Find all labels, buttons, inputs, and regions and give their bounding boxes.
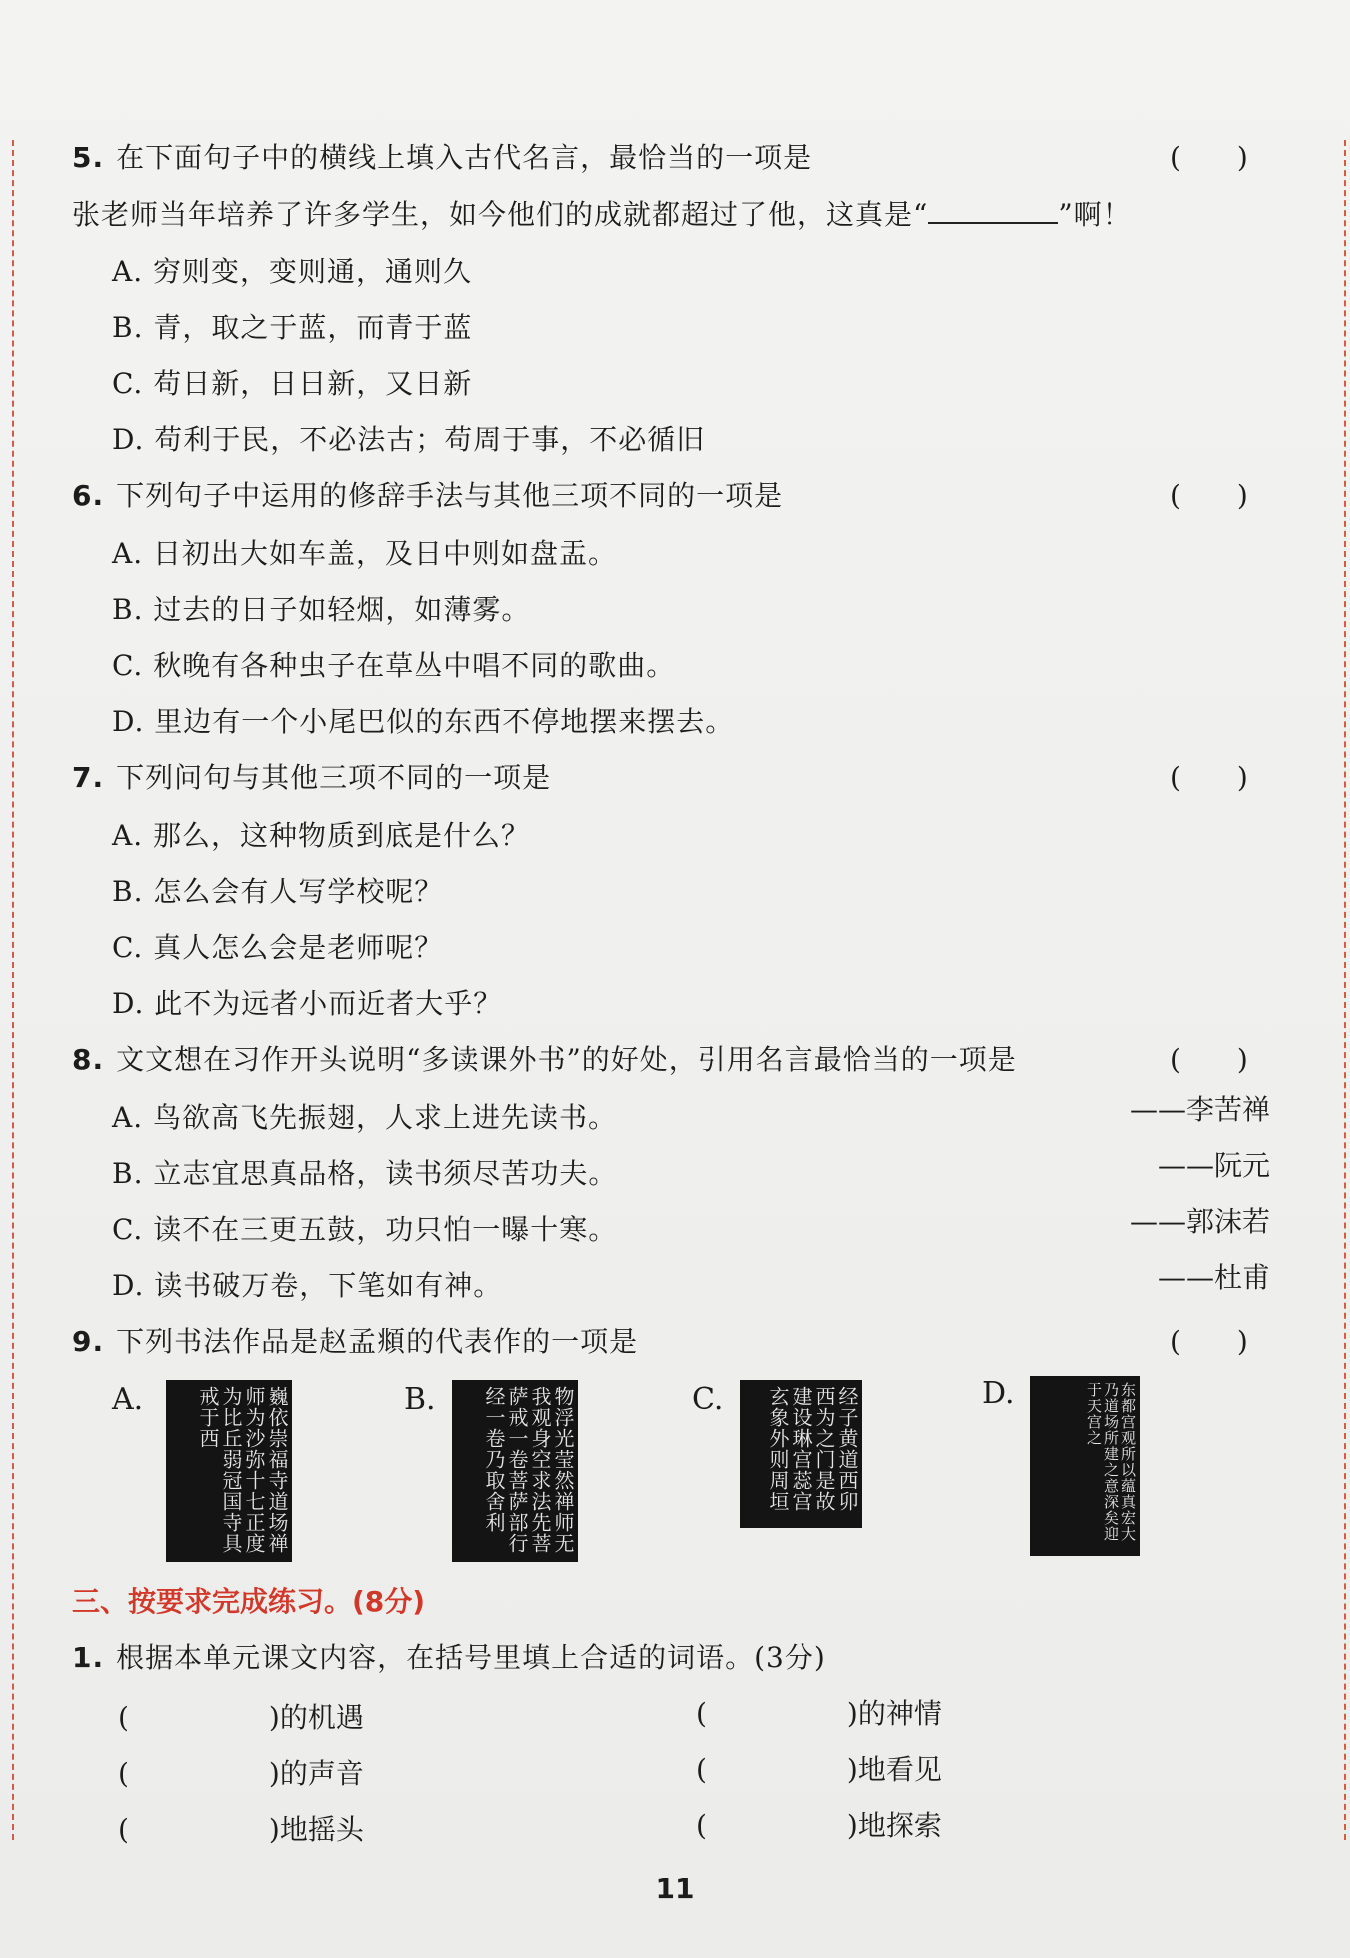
question-8-option-c: C. 读不在三更五鼓，功只怕一曝十寒。 (112, 1213, 618, 1246)
question-5-option-d: D. 苟利于民，不必法古；苟周于事，不必循旧 (112, 423, 706, 456)
answer-paren-8[interactable]: ( ) (1170, 1043, 1248, 1076)
question-5-sentence: 张老师当年培养了许多学生，如今他们的成就都超过了他，这真是“ ”啊！ (72, 198, 1132, 231)
question-5-option-c: C. 苟日新，日日新，又日新 (112, 367, 473, 400)
attribution-b: ——阮元 (1157, 1149, 1270, 1182)
question-number: 8. (72, 1043, 105, 1076)
fill-item-right-1[interactable]: ( )的神情 (696, 1697, 942, 1730)
question-8-option-b: B. 立志宜思真品格，读书须尽苦功夫。 (112, 1157, 618, 1190)
question-number: 5. (72, 141, 105, 174)
calligraphy-label-d: D. (982, 1376, 1015, 1411)
attribution-a: ——李苦禅 (1129, 1093, 1270, 1126)
question-8-stem: 8. 文文想在习作开头说明“多读课外书”的好处，引用名言最恰当的一项是 (72, 1043, 1017, 1076)
question-7-option-c: C. 真人怎么会是老师呢？ (112, 931, 444, 964)
question-5-option-a: A. 穷则变，变则通，通则久 (112, 255, 473, 288)
question-6-option-b: B. 过去的日子如轻烟，如薄雾。 (112, 593, 531, 626)
question-number: 9. (72, 1325, 105, 1358)
left-margin-line (12, 140, 14, 1840)
answer-paren-5[interactable]: ( ) (1170, 141, 1248, 174)
answer-paren-7[interactable]: ( ) (1170, 761, 1248, 794)
calligraphy-label-c: C. (692, 1382, 724, 1417)
answer-paren-6[interactable]: ( ) (1170, 479, 1248, 512)
question-5-option-b: B. 青，取之于蓝，而青于蓝 (112, 311, 473, 344)
question-number: 1. (72, 1641, 105, 1674)
right-margin-line (1344, 140, 1346, 1840)
section-3-question-1: 1. 根据本单元课文内容，在括号里填上合适的词语。(3分) (72, 1641, 826, 1674)
attribution-c: ——郭沫若 (1129, 1205, 1270, 1238)
fill-item-right-3[interactable]: ( )地探索 (696, 1809, 942, 1842)
fill-item-left-3[interactable]: ( )地摇头 (118, 1813, 364, 1846)
calligraphy-label-b: B. (404, 1382, 436, 1417)
calligraphy-label-a: A. (112, 1382, 144, 1417)
question-8-option-d: D. 读书破万卷，下笔如有神。 (112, 1269, 503, 1302)
fill-item-right-2[interactable]: ( )地看见 (696, 1753, 942, 1786)
question-6-option-d: D. 里边有一个小尾巴似的东西不停地摆来摆去。 (112, 705, 735, 738)
question-9-stem: 9. 下列书法作品是赵孟頫的代表作的一项是 (72, 1325, 639, 1358)
calligraphy-image-c[interactable]: 经子黄道西卯西为之门是故建设琳宫蕊宫玄象外则周垣 (740, 1380, 862, 1528)
fill-blank[interactable] (928, 196, 1058, 224)
calligraphy-image-a[interactable]: 巍依崇福寺道场禅师为沙弥十七正度为比丘弱冠国寺具戒于西 (166, 1380, 292, 1562)
section-3-title: 三、按要求完成练习。(8分) (72, 1585, 426, 1618)
question-7-option-a: A. 那么，这种物质到底是什么？ (112, 819, 531, 852)
answer-paren-9[interactable]: ( ) (1170, 1325, 1248, 1358)
question-5-stem: 5. 在下面句子中的横线上填入古代名言，最恰当的一项是 (72, 141, 813, 174)
fill-item-left-2[interactable]: ( )的声音 (118, 1757, 364, 1790)
question-number: 7. (72, 761, 105, 794)
question-7-option-b: B. 怎么会有人写学校呢？ (112, 875, 444, 908)
question-6-option-a: A. 日初出大如车盖，及日中则如盘盂。 (112, 537, 618, 570)
question-7-option-d: D. 此不为远者小而近者大乎？ (112, 987, 503, 1020)
calligraphy-image-d[interactable]: 东都宫观所以蕴真宏大乃道场所建之意深矣迎于天宫之 (1030, 1376, 1140, 1556)
question-6-option-c: C. 秋晚有各种虫子在草丛中唱不同的歌曲。 (112, 649, 676, 682)
fill-item-left-1[interactable]: ( )的机遇 (118, 1701, 364, 1734)
question-7-stem: 7. 下列问句与其他三项不同的一项是 (72, 761, 552, 794)
page-number: 11 (655, 1872, 695, 1905)
attribution-d: ——杜甫 (1157, 1261, 1270, 1294)
calligraphy-image-b[interactable]: 物浮光莹然禅师无我观身空求法先菩萨戒一卷菩萨部行经一卷乃取舍利 (452, 1380, 578, 1562)
question-8-option-a: A. 鸟欲高飞先振翅，人求上进先读书。 (112, 1101, 618, 1134)
question-number: 6. (72, 479, 105, 512)
question-6-stem: 6. 下列句子中运用的修辞手法与其他三项不同的一项是 (72, 479, 784, 512)
